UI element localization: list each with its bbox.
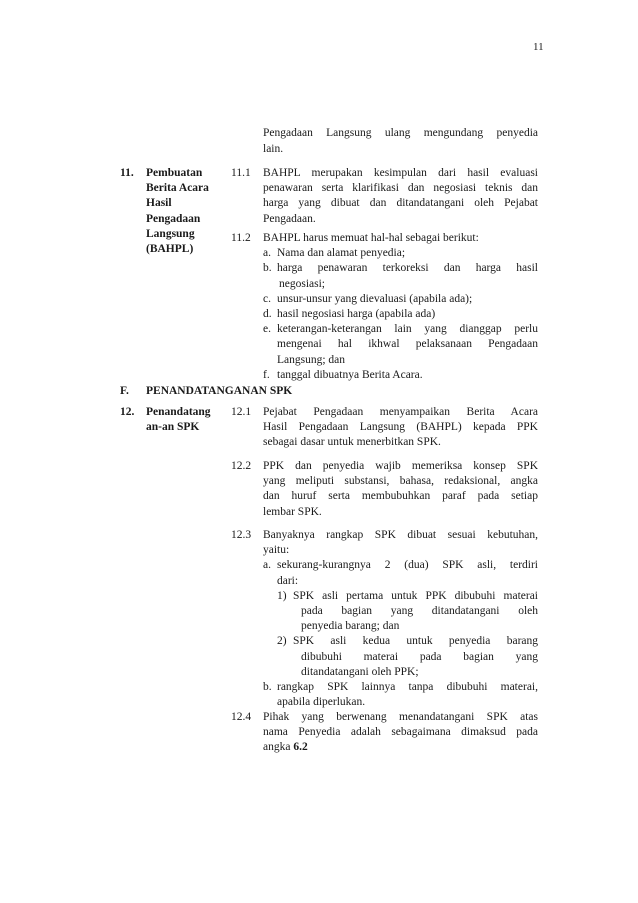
text-line: dan huruf serta membubuhkan paraf pada setiap <box>263 490 538 503</box>
list-marker: f. <box>263 368 270 381</box>
clause-12-4-number: 12.4 <box>231 711 252 723</box>
text-line: dibubuhi materai pada bagian yang <box>301 650 538 663</box>
clause-12-4-text <box>263 710 538 756</box>
section-f-letter: F. <box>120 385 129 397</box>
text-line: dari: <box>277 574 299 587</box>
list-marker: a. <box>263 559 271 572</box>
section-11-title-line: Berita Acara <box>146 182 209 195</box>
sub-list-marker: 1) <box>277 589 287 602</box>
section-12-number: 12. <box>120 406 135 418</box>
list-item <box>263 292 538 307</box>
text-line: lembar SPK. <box>263 505 322 518</box>
text-line: harga penawaran terkoreksi dan harga hasil <box>277 262 538 275</box>
text-line: Pengadaan. <box>263 212 316 225</box>
text-line: sekurang-kurangnya 2 (dua) SPK asli, terdiri <box>277 559 538 572</box>
sub-list-item <box>263 634 538 680</box>
list-item <box>263 307 538 322</box>
text-fragment: angka <box>263 741 294 754</box>
text-line: pada bagian yang ditandatangani oleh <box>301 605 538 618</box>
list-marker: b. <box>263 262 272 275</box>
list-marker: d. <box>263 308 272 321</box>
text-line: BAHPL harus memuat hal-hal sebagai berikut: <box>263 232 479 244</box>
reference-number: 6.2 <box>293 741 308 754</box>
text-line: SPK asli pertama untuk PPK dibubuhi materai <box>293 589 538 602</box>
text-line: nama Penyedia adalah sebagaimana dimaksud pada <box>263 726 538 739</box>
section-12-title <box>146 405 211 435</box>
clause-12-1-text <box>263 405 538 451</box>
section-11-title-line: Pengadaan <box>146 212 201 225</box>
list-item <box>263 558 538 588</box>
text-line: sebagai dasar untuk menerbitkan SPK. <box>263 436 441 449</box>
section-11-number: 11. <box>120 167 134 179</box>
sub-list-item <box>263 589 538 635</box>
section-11-title-line: Hasil <box>146 197 172 210</box>
list-marker: b. <box>263 681 272 694</box>
text-line: PPK dan penyedia wajib memeriksa konsep SPK <box>263 460 538 472</box>
text-line: negosiasi; <box>279 277 325 290</box>
continuation-line-2: lain. <box>263 143 284 155</box>
list-item <box>263 261 538 291</box>
section-11-title <box>146 166 209 257</box>
clause-11-1-number: 11.1 <box>231 167 251 179</box>
text-line: yaitu: <box>263 544 290 557</box>
text-line: unsur-unsur yang dievaluasi (apabila ada); <box>277 292 473 305</box>
list-marker: e. <box>263 323 271 336</box>
sub-list-marker: 2) <box>277 635 287 648</box>
text-line: Nama dan alamat penyedia; <box>277 247 406 260</box>
text-line: mengenai hal ikhwal pelaksanaan Pengadaan <box>277 338 538 351</box>
text-line: tanggal dibuatnya Berita Acara. <box>277 368 423 381</box>
section-12-title-line: Penandatang <box>146 406 211 418</box>
page-number: 11 <box>533 41 544 53</box>
text-line: penyedia barang; dan <box>301 620 400 633</box>
text-line: SPK asli kedua untuk penyedia barang <box>293 635 538 648</box>
section-11-title-line: Langsung <box>146 227 195 240</box>
section-11-title-line: Pembuatan <box>146 167 203 179</box>
text-line: keterangan-keterangan lain yang dianggap perlu <box>277 323 538 336</box>
clause-11-2-text <box>263 231 538 383</box>
clause-12-2-number: 12.2 <box>231 460 252 472</box>
clause-11-1-text <box>263 166 538 227</box>
clause-12-1-number: 12.1 <box>231 406 252 418</box>
clause-12-3-text <box>263 528 538 710</box>
section-12-title-line: an-an SPK <box>146 421 200 434</box>
list-item <box>263 246 538 261</box>
clause-12-2-text <box>263 459 538 520</box>
text-line: Pejabat Pengadaan menyampaikan Berita Acara <box>263 406 538 418</box>
section-11-title-line: (BAHPL) <box>146 243 194 256</box>
clause-11-2-number: 11.2 <box>231 232 251 244</box>
text-line: ditandatangani oleh PPK; <box>301 665 419 678</box>
text-line: hasil negosiasi harga (apabila ada) <box>277 308 436 321</box>
text-line: yang meliputi substansi, bahasa, redaksional, angka <box>263 475 538 488</box>
list-item <box>263 368 538 383</box>
text-line: penawaran serta klarifikasi dan negosiasi teknis dan <box>263 182 538 195</box>
text-line: BAHPL merupakan kesimpulan dari hasil evaluasi <box>263 167 538 179</box>
text-line: apabila diperlukan. <box>277 696 366 709</box>
text-line: Banyaknya rangkap SPK dibuat sesuai kebutuhan, <box>263 529 538 541</box>
clause-12-3-number: 12.3 <box>231 529 252 541</box>
text-line <box>263 740 538 755</box>
list-item <box>263 322 538 368</box>
text-line: Pihak yang berwenang menandatangani SPK atas <box>263 711 538 723</box>
section-f-title: PENANDATANGANAN SPK <box>146 385 293 397</box>
continuation-line-1: Pengadaan Langsung ulang mengundang penyedia <box>263 127 538 139</box>
text-line: harga yang dibuat dan ditandatangani oleh Pejabat <box>263 197 538 210</box>
text-line: Langsung; dan <box>277 353 346 366</box>
list-item <box>263 680 538 710</box>
list-marker: c. <box>263 292 271 305</box>
text-line: rangkap SPK lainnya tanpa dibubuhi materai, <box>277 681 538 694</box>
list-marker: a. <box>263 247 271 260</box>
text-line: Hasil Pengadaan Langsung (BAHPL) kepada PPK <box>263 421 538 434</box>
